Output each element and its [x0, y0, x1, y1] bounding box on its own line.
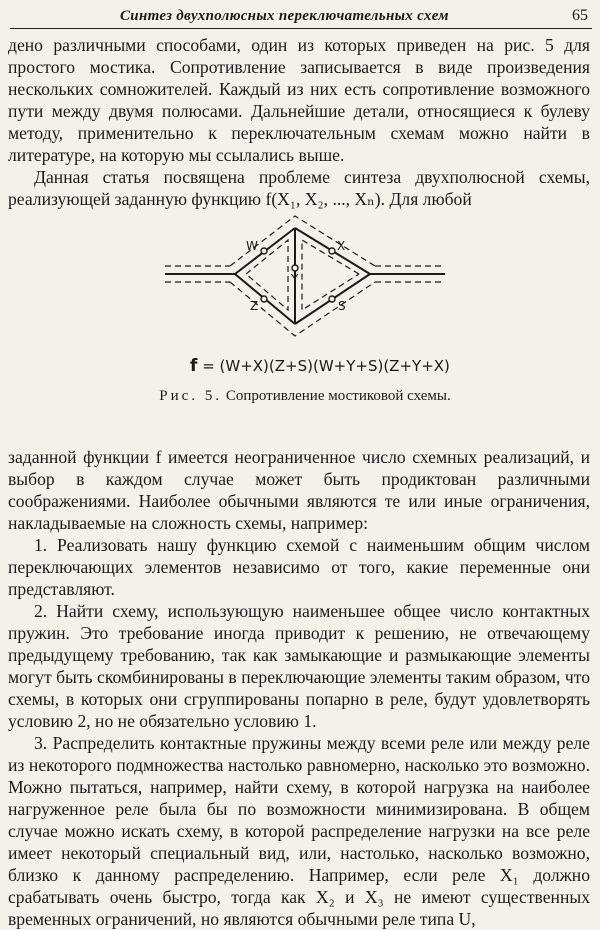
figure-formula — [190, 356, 450, 376]
contact-label-s: S — [338, 299, 346, 313]
formula-lhs: f — [190, 356, 198, 376]
caption-text: Сопротивление мостиковой схемы. — [225, 388, 451, 404]
formula-rhs: = (W+X)(Z+S)(W+Y+S)(Z+Y+X) — [202, 357, 450, 375]
bridge-circuit-figure — [160, 210, 450, 370]
contact-label-z: Z — [250, 299, 259, 313]
paragraph: дено различными способами, один из которых приведен на рис. 5 для простого мостика. Сопротивление записывается в виде произведения нескольких сомножителей. Каждый из них есть сопротивление возможного пути между двумя полюсами. Дальнейшие детали, относящиеся к булеву методу, применительно к переключательным схемам можно найти в литературе, на которую мы ссылались выше. — [8, 35, 590, 165]
page-header — [10, 4, 592, 29]
text-block-top — [8, 34, 590, 210]
contact-label-x: X — [337, 239, 346, 253]
list-item-2: 2. Найти схему, использующую наименьшее общее число контактных пружин. Это требование иногда приводит к решению, не отвечающему предыдущему требованию, так как замыкающие и размыкающие элементы могут быть скомбинированы в переключающие элементы таким образом, что схемы, в которых они сгруппированы попарно в реле, будут удовлетворять условию 2, но не обязательно условию 1. — [8, 601, 590, 731]
running-title: Синтез двухполюсных переключательных схем — [120, 7, 449, 24]
list-item-3: 3. Распределить контактные пружины между всеми реле или между реле из некоторого подмножества настолько равномерно, насколько это возможно. Можно пытаться, например, найти схему, в которой нагрузка на наиболее нагруженное реле была бы по возможности минимизирована. В общем случае можно искать схему, в которой распределение нагрузки на все реле имеет некоторый специальный вид, или, настолько, насколько возможно, близко к данному распределению. Например, если реле X₁ должно срабатывать очень быстро, тогда как X₂ и X₃ не имеют существенных временных ограничений, но являются обычными реле типа U, — [8, 733, 590, 929]
page-number: 65 — [572, 7, 588, 24]
caption-label: Рис. 5. — [159, 388, 223, 404]
contact-label-w: W — [246, 239, 258, 253]
text-block-bottom — [8, 446, 590, 930]
contact-label-y: Y — [291, 272, 299, 286]
list-item-1: 1. Реализовать нашу функцию схемой с наименьшим общим числом переключающих элементов независимо от того, какие переменные они представляют. — [8, 535, 590, 599]
figure-caption — [150, 387, 460, 406]
paragraph: заданной функции f имеется неограниченное число схемных реализаций, и выбор в каждом случае может быть продиктован различными соображениями. Наиболее обычными являются те или иные ограничения, накладываемые на сложность схемы, например: — [8, 447, 590, 533]
paragraph: Данная статья посвящена проблеме синтеза двухполюсной схемы, реализующей заданную функцию f(X₁, X₂, ..., Xₙ). Для любой — [8, 167, 590, 209]
